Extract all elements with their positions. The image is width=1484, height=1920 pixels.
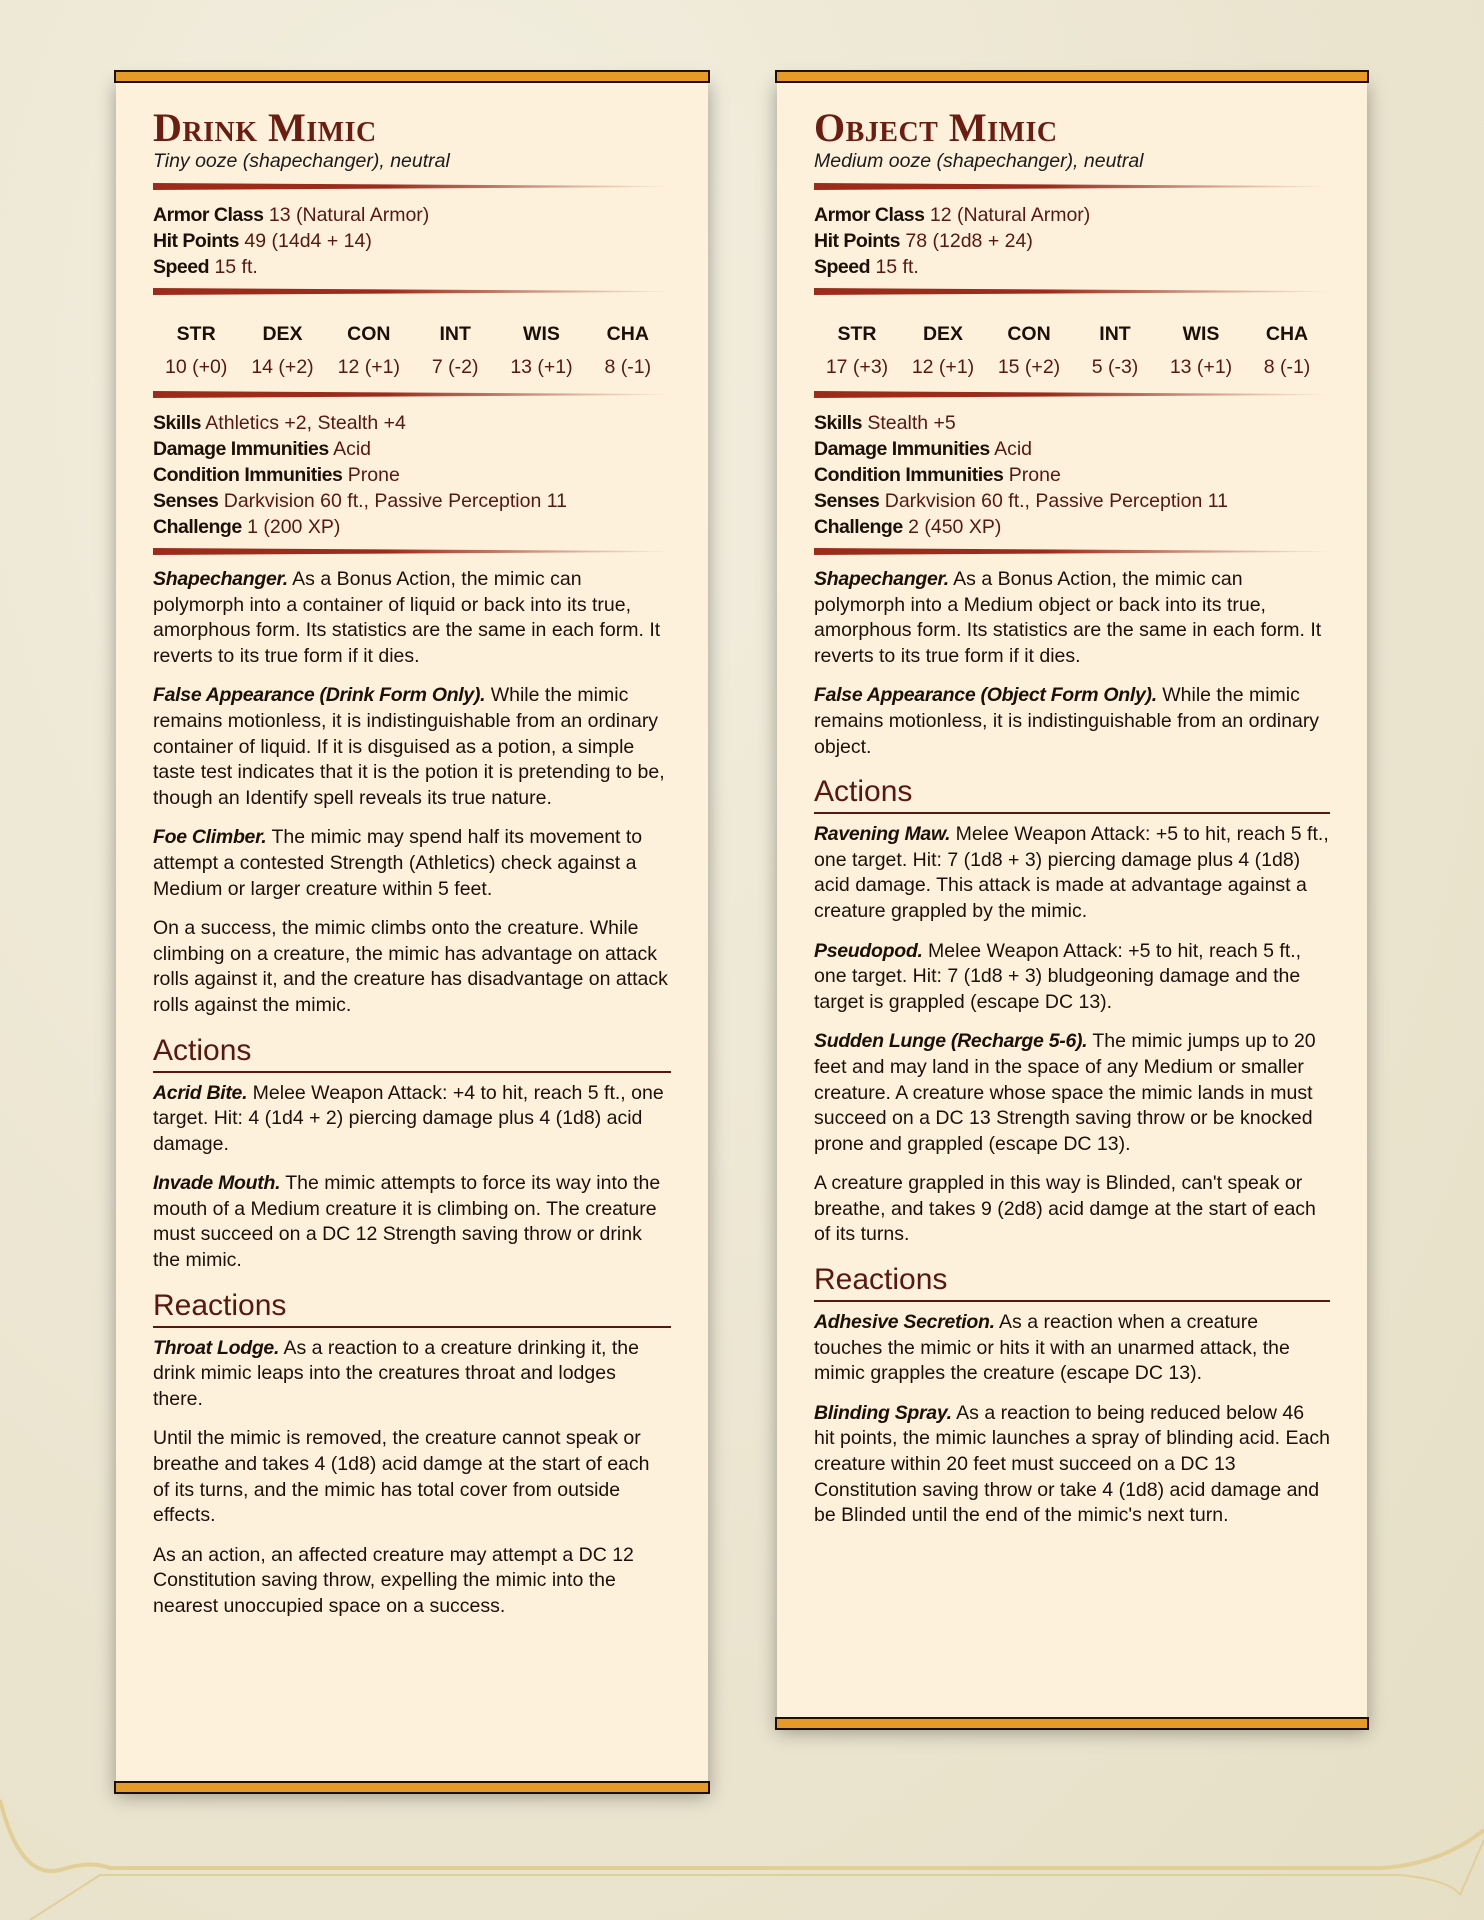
trait: [153, 1171, 671, 1273]
ability-label: WIS: [523, 323, 560, 345]
stat-label: Speed: [153, 256, 210, 278]
divider: [153, 183, 671, 190]
stat-label: Speed: [814, 256, 871, 278]
stat-value: Darkvision 60 ft., Passive Perception 11: [223, 490, 567, 512]
stat-value: Prone: [347, 464, 400, 486]
stat-line: [153, 202, 671, 228]
ability-str: [814, 317, 900, 379]
stat-line: [814, 228, 1330, 254]
ability-label: STR: [176, 323, 216, 345]
divider: [153, 548, 671, 555]
trait-name: Sudden Lunge (Recharge 5-6).: [814, 1030, 1088, 1053]
ability-label: CHA: [1265, 323, 1309, 345]
ability-value: 12 (+1): [911, 356, 975, 378]
ability-scores: [814, 307, 1330, 383]
trait-name: False Appearance (Object Form Only).: [814, 684, 1157, 707]
ability-int: [1072, 317, 1158, 379]
divider: [153, 391, 671, 398]
ability-int: [412, 317, 498, 379]
trait-text: The mimic attempts to force its way into the mouth of a Medium creature it is climbing on. The creature must succeed on a DC 12 Strength saving throw or drink the mimic.: [153, 1172, 661, 1272]
trait: [153, 1426, 671, 1528]
trait: [814, 1171, 1330, 1248]
ability-label: DEX: [922, 323, 964, 345]
stat-label: Armor Class: [153, 204, 264, 226]
stat-line: [153, 462, 671, 488]
trait: [814, 1029, 1330, 1157]
section-heading-actions: Actions: [153, 1033, 671, 1073]
ability-value: 13 (+1): [1169, 356, 1233, 378]
stat-label: Challenge: [153, 516, 242, 538]
trait-name: Throat Lodge.: [153, 1336, 280, 1359]
trait: [814, 1401, 1330, 1529]
divider: [814, 548, 1330, 555]
section-heading-reactions: Reactions: [814, 1262, 1330, 1302]
stat-value: 78 (12d8 + 24): [905, 230, 1033, 252]
divider: [814, 391, 1330, 398]
stat-label: Damage Immunities: [814, 438, 990, 460]
ability-value: 10 (+0): [165, 356, 228, 378]
stat-block-drink-mimic: [116, 76, 708, 1788]
stat-label: Senses: [814, 490, 880, 512]
trait-text: Melee Weapon Attack: +5 to hit, reach 5 ft., one target. Hit: 7 (1d8 + 3) bludgeoning damage and the target is grappled (escape DC 13).: [814, 939, 1302, 1013]
trait-text: While the mimic remains motionless, it is indistinguishable from an ordinary object.: [814, 684, 1320, 758]
trait: [153, 825, 671, 902]
stat-value: Athletics +2, Stealth +4: [205, 412, 406, 434]
ability-value: 15 (+2): [997, 356, 1061, 378]
stat-label: Hit Points: [814, 230, 900, 252]
divider: [814, 288, 1330, 295]
stat-value: Darkvision 60 ft., Passive Perception 11: [884, 490, 1228, 512]
bottom-border-bar: [775, 1717, 1369, 1730]
trait-text: As a reaction to a creature drinking it, the drink mimic leaps into the creatures throat and lodges there.: [153, 1336, 639, 1410]
stat-value: Acid: [994, 438, 1033, 460]
ability-con: [326, 317, 412, 379]
trait: [153, 1336, 671, 1413]
monster-name: Object Mimic: [814, 105, 1058, 150]
trait-name: Invade Mouth.: [153, 1172, 281, 1195]
ability-label: CON: [347, 323, 391, 345]
trait: [814, 567, 1330, 669]
monster-type: Medium ooze (shapechanger), neutral: [814, 150, 1144, 172]
stat-line: [153, 228, 671, 254]
stat-value: 15 ft.: [875, 256, 919, 278]
ability-value: 12 (+1): [337, 356, 400, 378]
trait-text: Melee Weapon Attack: +4 to hit, reach 5 ft., one target. Hit: 4 (1d4 + 2) piercing damage plus 4 (1d8) acid damage.: [153, 1081, 664, 1155]
trait-text: As an action, an affected creature may attempt a DC 12 Constitution saving throw, expelling the mimic into the nearest unoccupied space on a success.: [153, 1543, 634, 1617]
ability-wis: [1158, 317, 1244, 379]
trait: [814, 1310, 1330, 1387]
ability-con: [986, 317, 1072, 379]
stat-label: Hit Points: [153, 230, 239, 252]
stat-value: 49 (14d4 + 14): [244, 230, 372, 252]
stat-line: [814, 436, 1330, 462]
stat-value: 1 (200 XP): [247, 516, 341, 538]
stat-value: 15 ft.: [214, 256, 258, 278]
divider: [153, 288, 671, 295]
ability-label: DEX: [262, 323, 303, 345]
ability-value: 8 (-1): [604, 356, 652, 378]
top-border-bar: [775, 70, 1369, 83]
ability-value: 14 (+2): [251, 356, 314, 378]
stat-value: 12 (Natural Armor): [929, 204, 1091, 226]
stat-label: Condition Immunities: [814, 464, 1004, 486]
trait-name: Foe Climber.: [153, 826, 267, 849]
ability-cha: [585, 317, 671, 379]
trait: [153, 916, 671, 1018]
ability-label: INT: [1099, 323, 1131, 345]
trait: [814, 683, 1330, 760]
stat-line: [153, 514, 671, 540]
ability-value: 7 (-2): [431, 356, 479, 378]
stat-line: [814, 514, 1330, 540]
stat-label: Armor Class: [814, 204, 925, 226]
stat-line: [153, 254, 671, 280]
stat-label: Senses: [153, 490, 219, 512]
stat-line: [814, 254, 1330, 280]
stat-label: Challenge: [814, 516, 903, 538]
section-heading-actions: Actions: [814, 774, 1330, 814]
ability-scores: [153, 307, 671, 383]
ability-label: CHA: [606, 323, 649, 345]
stat-value: Stealth +5: [867, 412, 956, 434]
stat-line: [814, 410, 1330, 436]
trait: [153, 1081, 671, 1158]
trait-name: Ravening Maw.: [814, 823, 951, 846]
trait-text: The mimic jumps up to 20 feet and may land in the space of any Medium or smaller creature. A creature whose space the mimic lands in must succeed on a DC 13 Strength saving throw or be knocked prone and grappled (escape DC 13).: [814, 1030, 1316, 1155]
stat-value: Prone: [1008, 464, 1061, 486]
ability-label: INT: [439, 323, 471, 345]
trait-text: Melee Weapon Attack: +5 to hit, reach 5 ft., one target. Hit: 7 (1d8 + 3) piercing damage plus 4 (1d8) acid damage. This attack is made at advantage against a creature grappled by the mimic.: [814, 823, 1329, 922]
stat-label: Damage Immunities: [153, 438, 329, 460]
ability-label: STR: [837, 323, 877, 345]
bottom-border-bar: [114, 1781, 710, 1794]
trait-name: Pseudopod.: [814, 939, 923, 962]
stat-value: Acid: [333, 438, 372, 460]
trait-text: As a Bonus Action, the mimic can polymorph into a container of liquid or back into its true, amorphous form. Its statistics are the same in each form. It reverts to its true form if it dies.: [153, 568, 661, 667]
top-border-bar: [114, 70, 710, 83]
trait-text: As a reaction when a creature touches the mimic or hits it with an unarmed attack, the mimic grapples the creature (escape DC 13).: [814, 1311, 1290, 1385]
trait-text: As a reaction to being reduced below 46 hit points, the mimic launches a spray of blinding acid. Each creature within 20 feet must succeed on a DC 13 Constitution saving throw or take 4 (1d8) acid damage and be Blinded until the end of the mimic's next turn.: [814, 1401, 1330, 1527]
section-heading-reactions: Reactions: [153, 1288, 671, 1328]
stat-block-object-mimic: [777, 76, 1367, 1724]
trait-name: Adhesive Secretion.: [814, 1311, 995, 1334]
trait-text: The mimic may spend half its movement to attempt a contested Strength (Athletics) check against a Medium or larger creature within 5 feet.: [153, 826, 643, 900]
stat-label: Skills: [814, 412, 862, 434]
divider: [814, 183, 1330, 190]
trait-name: Blinding Spray.: [814, 1401, 952, 1424]
trait-name: Shapechanger.: [814, 568, 949, 590]
ability-str: [153, 317, 239, 379]
trait: [153, 1543, 671, 1620]
trait: [814, 822, 1330, 924]
ability-value: 13 (+1): [510, 356, 573, 378]
ability-cha: [1244, 317, 1330, 379]
ability-wis: [498, 317, 584, 379]
ability-value: 8 (-1): [1263, 356, 1311, 378]
ability-value: 17 (+3): [825, 356, 889, 378]
ability-value: 5 (-3): [1091, 356, 1139, 378]
stat-line: [814, 462, 1330, 488]
stat-line: [153, 410, 671, 436]
stat-label: Condition Immunities: [153, 464, 343, 486]
trait-text: A creature grappled in this way is Blinded, can't speak or breathe, and takes 9 (2d8) acid damge at the start of each of its turns.: [814, 1172, 1316, 1246]
stat-label: Skills: [153, 412, 201, 434]
stat-line: [814, 488, 1330, 514]
trait-text: On a success, the mimic climbs onto the creature. While climbing on a creature, the mimic has advantage on attack rolls against it, and the creature has disadvantage on attack rolls against the mimic.: [153, 917, 668, 1016]
ability-label: CON: [1007, 323, 1051, 345]
trait-text: Until the mimic is removed, the creature cannot speak or breathe and takes 4 (1d8) acid damge at the start of each of its turns, and the mimic has total cover from outside effects.: [153, 1427, 650, 1527]
stat-value: 13 (Natural Armor): [268, 204, 430, 226]
monster-name: Drink Mimic: [153, 105, 377, 150]
trait: [814, 939, 1330, 1016]
ability-label: WIS: [1182, 323, 1220, 345]
trait-name: Shapechanger.: [153, 568, 288, 590]
stat-line: [153, 488, 671, 514]
stat-line: [814, 202, 1330, 228]
trait: [153, 567, 671, 669]
monster-type: Tiny ooze (shapechanger), neutral: [153, 150, 450, 172]
trait-text: While the mimic remains motionless, it is indistinguishable from an ordinary container of liquid. If it is disguised as a potion, a simple taste test indicates that it is the potion it is pretending to be, though an Identify spell reveals its true nature.: [153, 684, 665, 809]
trait-name: False Appearance (Drink Form Only).: [153, 684, 486, 707]
ability-dex: [900, 317, 986, 379]
trait: [153, 683, 671, 811]
trait-text: As a Bonus Action, the mimic can polymorph into a Medium object or back into its true, amorphous form. Its statistics are the same in each form. It reverts to its true form if it dies.: [814, 568, 1322, 667]
stat-line: [153, 436, 671, 462]
trait-name: Acrid Bite.: [153, 1081, 248, 1104]
ability-dex: [239, 317, 325, 379]
stat-value: 2 (450 XP): [908, 516, 1002, 538]
